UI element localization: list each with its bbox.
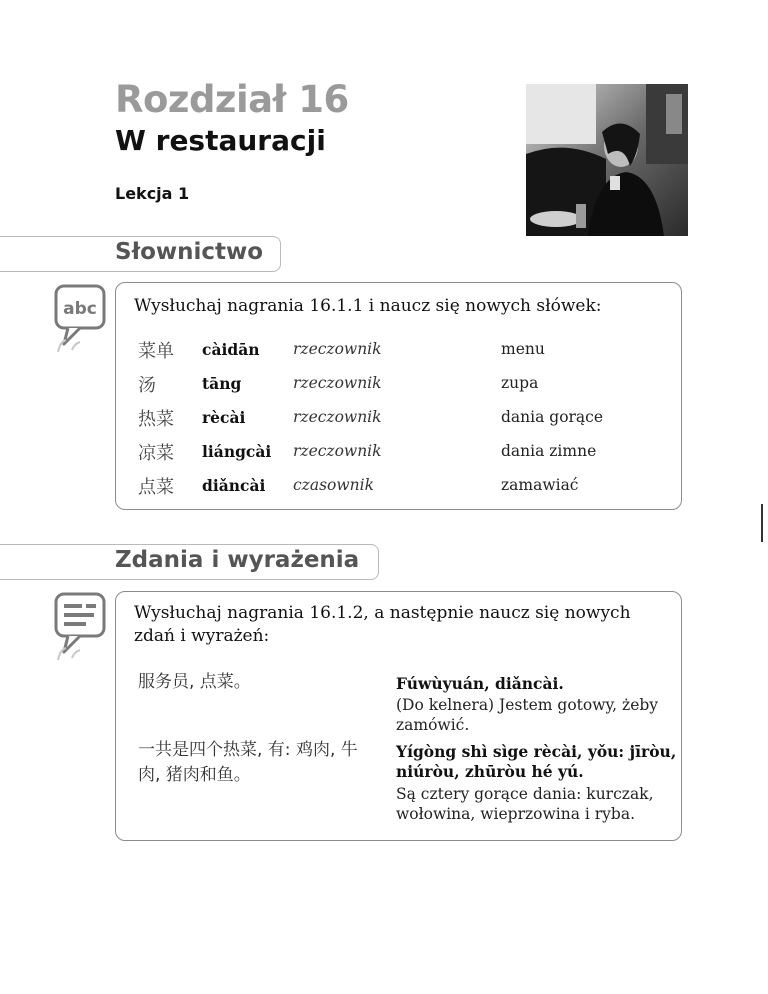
phrase-pinyin: Yígòng shì sìge rècài, yǒu: jīròu, niúròu, zhūròu hé yú. (396, 742, 677, 781)
chapter-number: Rozdział 16 (115, 78, 349, 121)
vocab-translation: dania gorące (501, 408, 604, 426)
phrases-instruction-line-2: zdań i wyrażeń: (134, 626, 270, 646)
vocab-row (116, 439, 681, 467)
page-edge-mark (761, 504, 763, 542)
vocab-translation: dania zimne (501, 442, 597, 460)
phrase-chinese: 服务员, 点菜。 (138, 672, 251, 692)
vocab-pinyin: càidān (202, 340, 260, 359)
vocabulary-box (115, 282, 682, 510)
vocabulary-instruction: Wysłuchaj nagrania 16.1.1 i naucz się nowych słówek: (134, 296, 602, 316)
vocab-part-of-speech: rzeczownik (293, 442, 382, 460)
phrases-box (115, 591, 682, 841)
vocab-row (116, 405, 681, 433)
vocab-chinese: 热菜 (138, 409, 174, 430)
vocab-part-of-speech: rzeczownik (293, 374, 382, 392)
vocab-chinese: 汤 (138, 375, 156, 396)
speech-bubble-text-icon (54, 592, 110, 666)
phrase-pinyin: Fúwùyuán, diǎncài. (396, 674, 564, 693)
vocab-chinese: 菜单 (138, 341, 174, 362)
phrase-translation: Są cztery gorące dania: kurczak, wołowina, wieprzowina i ryba. (396, 785, 654, 823)
section-header-vocabulary (0, 236, 281, 272)
abc-icon-text: abc (63, 299, 97, 319)
vocab-translation: zamawiać (501, 476, 579, 494)
restaurant-photo (526, 84, 688, 236)
lesson-label: Lekcja 1 (115, 184, 190, 203)
vocab-row (116, 371, 681, 399)
section-title-vocabulary: Słownictwo (115, 239, 264, 265)
vocab-pinyin: liángcài (202, 442, 272, 461)
chapter-title: W restauracji (115, 124, 326, 157)
phrase-chinese: 一共是四个热菜, 有: 鸡肉, 牛肉, 猪肉和鱼。 (138, 740, 358, 785)
vocab-part-of-speech: rzeczownik (293, 408, 382, 426)
vocab-translation: zupa (501, 374, 539, 392)
phrases-instruction-line-1: Wysłuchaj nagrania 16.1.2, a następnie naucz się nowych (134, 603, 631, 623)
phrase-translation: (Do kelnera) Jestem gotowy, żeby zamówić. (396, 696, 659, 734)
section-title-phrases: Zdania i wyrażenia (115, 547, 360, 573)
vocab-row (116, 337, 681, 365)
vocab-pinyin: rècài (202, 408, 246, 427)
vocab-chinese: 点菜 (138, 477, 174, 498)
section-header-phrases (0, 544, 379, 580)
speech-bubble-abc-icon (54, 284, 110, 358)
vocab-row (116, 473, 681, 501)
vocab-chinese: 凉菜 (138, 443, 174, 464)
vocab-pinyin: diǎncài (202, 476, 266, 495)
vocab-part-of-speech: czasownik (293, 476, 374, 494)
vocab-part-of-speech: rzeczownik (293, 340, 382, 358)
vocab-pinyin: tāng (202, 374, 242, 393)
vocab-translation: menu (501, 340, 545, 358)
